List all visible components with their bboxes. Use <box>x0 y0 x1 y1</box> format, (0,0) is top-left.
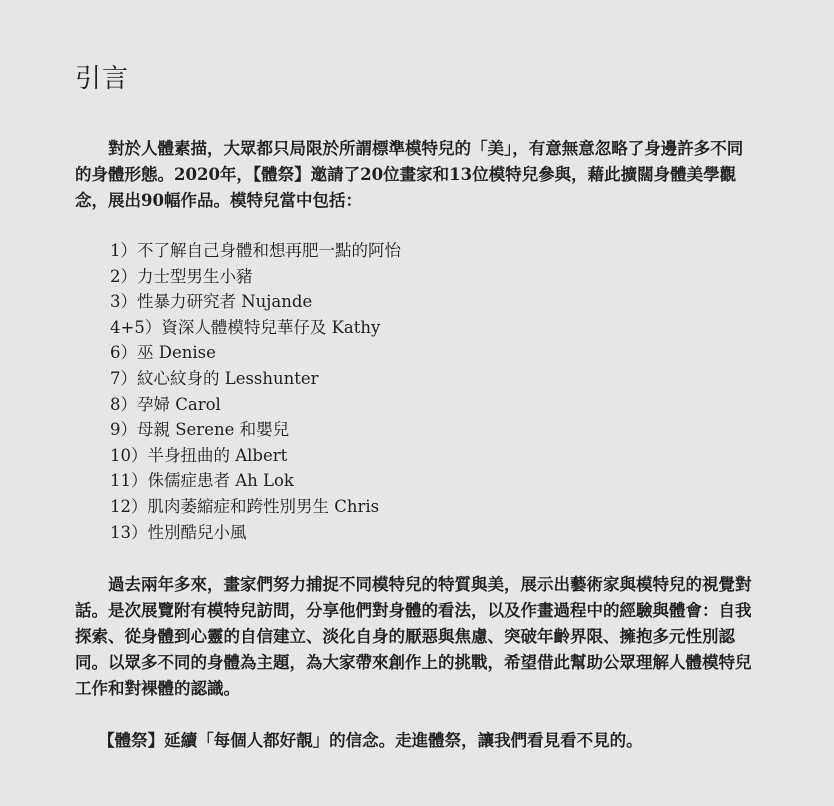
list-item: 4+5）資深人體模特兒華仔及 Kathy <box>110 317 381 337</box>
list-item: 3）性暴力研究者 Nujande <box>110 292 313 312</box>
list-item: 13）性別酷兒小風 <box>110 522 247 542</box>
list-item: 10）半身扭曲的 Albert <box>110 445 288 465</box>
page-title: 引言 <box>75 64 130 94</box>
list-item: 11）侏儒症患者 Ah Lok <box>110 471 294 491</box>
list-item: 2）力士型男生小豬 <box>110 266 253 286</box>
second-paragraph: 過去兩年多來，畫家們努力捕捉不同模特兒的特質與美，展示出藝術家與模特兒的視覺對話。是次展覽附有模特兒訪問，分享他們對身體的看法，以及作畫過程中的經驗與體會：自我探索、從身體到心靈的自信建立、淡化自身的厭惡與焦慮、突破年齡界限、擁抱多元性別認同。以眾多不同的身體為主題，為大家帶來創作上的挑戰，希望借此幫助公眾理解人體模特兒工作和對裸體的認識。 <box>75 575 752 698</box>
list-item: 9）母親 Serene 和嬰兒 <box>110 420 290 440</box>
intro-paragraph: 對於人體素描，大眾都只局限於所謂標準模特兒的「美」，有意無意忽略了身邊許多不同的身體形態。2020年，【體祭】邀請了20位畫家和13位模特兒參與，藉此擴闊身體美學觀念，展出90幅作品。模特兒當中包括： <box>75 139 744 210</box>
list-item: 1）不了解自己身體和想再肥一點的阿怡 <box>110 241 401 260</box>
list-item: 12）肌肉萎縮症和跨性別男生 Chris <box>110 496 380 516</box>
closing-paragraph: 【體祭】延續「每個人都好靚」的信念。走進體祭，讓我們看見看不見的。 <box>98 731 643 750</box>
model-list <box>110 238 401 545</box>
list-item: 8）孕婦 Carol <box>110 394 221 414</box>
list-item: 7）紋心紋身的 Lesshunter <box>110 368 319 388</box>
list-item: 6）巫 Denise <box>110 343 216 363</box>
